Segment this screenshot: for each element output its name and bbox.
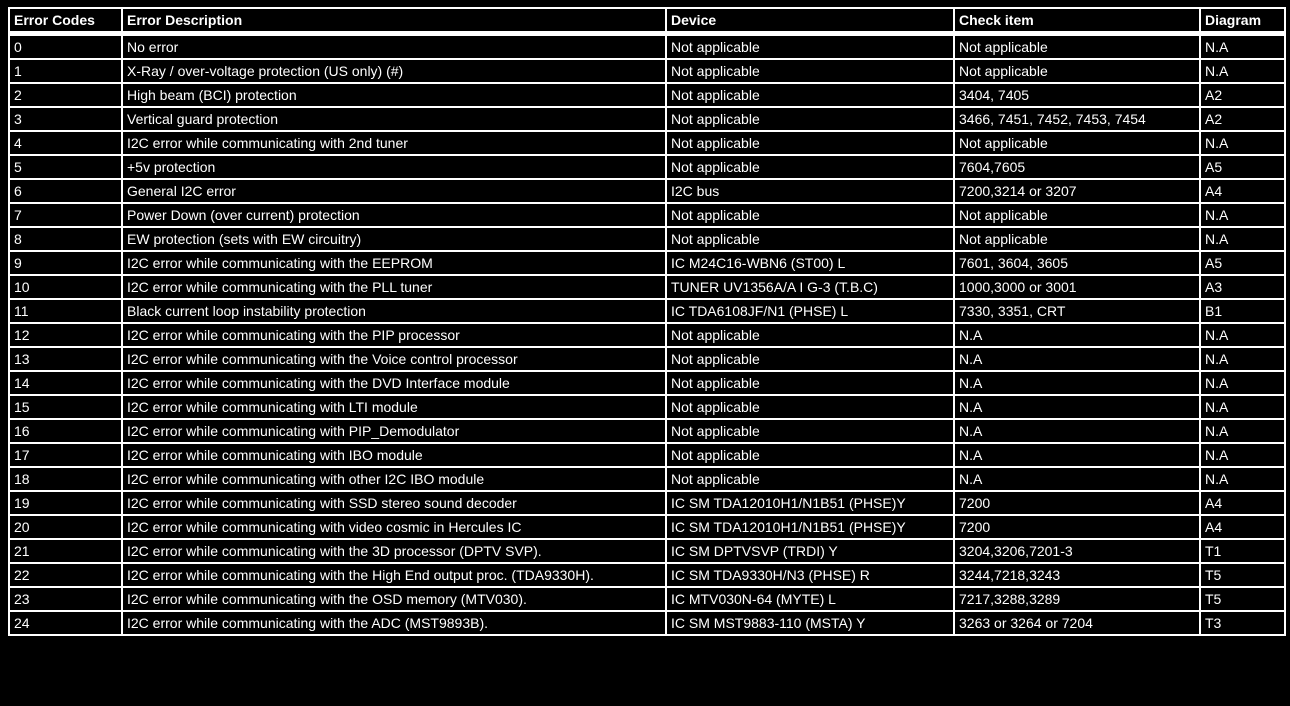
cell-error-description: Power Down (over current) protection [122,203,666,227]
cell-check-item: Not applicable [954,34,1200,60]
cell-diagram: A2 [1200,107,1285,131]
cell-device: IC SM TDA9330H/N3 (PHSE) R [666,563,954,587]
cell-error-code: 6 [9,179,122,203]
cell-error-code: 20 [9,515,122,539]
cell-check-item: 7200 [954,491,1200,515]
table-row [9,251,1285,275]
table-row [9,155,1285,179]
table-header [9,8,1285,34]
cell-error-code: 17 [9,443,122,467]
cell-error-description: I2C error while communicating with the PLL tuner [122,275,666,299]
table-row [9,395,1285,419]
cell-diagram: N.A [1200,59,1285,83]
cell-error-description: I2C error while communicating with the 3D processor (DPTV SVP). [122,539,666,563]
cell-device: Not applicable [666,155,954,179]
cell-error-code: 15 [9,395,122,419]
cell-check-item: 7330, 3351, CRT [954,299,1200,323]
cell-device: IC TDA6108JF/N1 (PHSE) L [666,299,954,323]
cell-device: Not applicable [666,371,954,395]
cell-error-description: I2C error while communicating with PIP_Demodulator [122,419,666,443]
header-row [9,8,1285,34]
cell-device: IC SM MST9883-110 (MSTA) Y [666,611,954,635]
cell-device: TUNER UV1356A/A I G-3 (T.B.C) [666,275,954,299]
cell-device: Not applicable [666,131,954,155]
cell-check-item: 3204,3206,7201-3 [954,539,1200,563]
cell-diagram: N.A [1200,203,1285,227]
cell-error-code: 0 [9,34,122,60]
table-row [9,131,1285,155]
cell-error-description: I2C error while communicating with the ADC (MST9893B). [122,611,666,635]
cell-error-code: 18 [9,467,122,491]
cell-diagram: A4 [1200,179,1285,203]
table-row [9,203,1285,227]
cell-device: IC MTV030N-64 (MYTE) L [666,587,954,611]
cell-error-code: 13 [9,347,122,371]
cell-device: IC SM TDA12010H1/N1B51 (PHSE)Y [666,515,954,539]
cell-diagram: N.A [1200,131,1285,155]
cell-device: Not applicable [666,347,954,371]
table-row [9,371,1285,395]
table-row [9,563,1285,587]
cell-error-description: General I2C error [122,179,666,203]
cell-error-code: 14 [9,371,122,395]
cell-error-description: +5v protection [122,155,666,179]
cell-diagram: N.A [1200,347,1285,371]
cell-check-item: Not applicable [954,131,1200,155]
cell-error-code: 4 [9,131,122,155]
cell-diagram: T3 [1200,611,1285,635]
cell-error-code: 16 [9,419,122,443]
cell-error-description: I2C error while communicating with the PIP processor [122,323,666,347]
cell-check-item: 7601, 3604, 3605 [954,251,1200,275]
cell-error-description: I2C error while communicating with video cosmic in Hercules IC [122,515,666,539]
cell-error-description: I2C error while communicating with SSD stereo sound decoder [122,491,666,515]
table-row [9,491,1285,515]
cell-diagram: A5 [1200,251,1285,275]
cell-error-code: 23 [9,587,122,611]
table-row [9,515,1285,539]
cell-diagram: T5 [1200,587,1285,611]
table-row [9,179,1285,203]
cell-device: IC SM TDA12010H1/N1B51 (PHSE)Y [666,491,954,515]
error-code-table [8,7,1286,636]
cell-error-description: I2C error while communicating with the High End output proc. (TDA9330H). [122,563,666,587]
table-row [9,539,1285,563]
cell-device: Not applicable [666,419,954,443]
cell-error-code: 22 [9,563,122,587]
header-device: Device [666,8,954,34]
cell-error-description: I2C error while communicating with the Voice control processor [122,347,666,371]
cell-error-description: High beam (BCI) protection [122,83,666,107]
cell-error-code: 7 [9,203,122,227]
table-row [9,587,1285,611]
cell-diagram: N.A [1200,34,1285,60]
cell-check-item: Not applicable [954,227,1200,251]
table-row [9,323,1285,347]
cell-diagram: N.A [1200,395,1285,419]
cell-error-description: I2C error while communicating with 2nd tuner [122,131,666,155]
table-row [9,59,1285,83]
cell-device: Not applicable [666,203,954,227]
cell-error-description: I2C error while communicating with LTI module [122,395,666,419]
cell-error-description: Vertical guard protection [122,107,666,131]
cell-error-code: 2 [9,83,122,107]
cell-check-item: N.A [954,395,1200,419]
cell-error-code: 1 [9,59,122,83]
cell-error-description: I2C error while communicating with other I2C IBO module [122,467,666,491]
cell-error-code: 24 [9,611,122,635]
cell-error-description: I2C error while communicating with the OSD memory (MTV030). [122,587,666,611]
cell-diagram: T1 [1200,539,1285,563]
cell-diagram: A2 [1200,83,1285,107]
table-row [9,443,1285,467]
header-error-description: Error Description [122,8,666,34]
cell-check-item: N.A [954,371,1200,395]
table-row [9,467,1285,491]
table-row [9,275,1285,299]
cell-device: Not applicable [666,107,954,131]
cell-diagram: N.A [1200,467,1285,491]
cell-check-item: Not applicable [954,59,1200,83]
header-error-codes: Error Codes [9,8,122,34]
table-row [9,419,1285,443]
cell-error-code: 9 [9,251,122,275]
table-row [9,107,1285,131]
cell-error-code: 8 [9,227,122,251]
table-body [9,34,1285,636]
table-row [9,347,1285,371]
cell-diagram: A5 [1200,155,1285,179]
cell-check-item: 3466, 7451, 7452, 7453, 7454 [954,107,1200,131]
cell-diagram: N.A [1200,443,1285,467]
cell-device: Not applicable [666,323,954,347]
cell-error-description: I2C error while communicating with the DVD Interface module [122,371,666,395]
table-row [9,83,1285,107]
cell-device: Not applicable [666,467,954,491]
cell-error-code: 12 [9,323,122,347]
cell-diagram: A4 [1200,491,1285,515]
cell-device: Not applicable [666,59,954,83]
cell-device: IC SM DPTVSVP (TRDI) Y [666,539,954,563]
header-check-item: Check item [954,8,1200,34]
cell-check-item: 7217,3288,3289 [954,587,1200,611]
cell-check-item: N.A [954,347,1200,371]
cell-check-item: 7200,3214 or 3207 [954,179,1200,203]
cell-device: Not applicable [666,395,954,419]
cell-check-item: Not applicable [954,203,1200,227]
cell-diagram: A3 [1200,275,1285,299]
cell-diagram: N.A [1200,323,1285,347]
cell-device: Not applicable [666,227,954,251]
cell-error-code: 21 [9,539,122,563]
cell-error-description: Black current loop instability protection [122,299,666,323]
cell-check-item: 3244,7218,3243 [954,563,1200,587]
cell-error-code: 3 [9,107,122,131]
cell-check-item: N.A [954,419,1200,443]
cell-error-description: I2C error while communicating with IBO module [122,443,666,467]
cell-diagram: T5 [1200,563,1285,587]
cell-error-description: No error [122,34,666,60]
cell-check-item: 3263 or 3264 or 7204 [954,611,1200,635]
cell-check-item: N.A [954,443,1200,467]
cell-diagram: N.A [1200,419,1285,443]
cell-error-code: 11 [9,299,122,323]
cell-device: I2C bus [666,179,954,203]
cell-device: Not applicable [666,34,954,60]
table-row [9,611,1285,635]
cell-diagram: N.A [1200,371,1285,395]
cell-diagram: A4 [1200,515,1285,539]
cell-check-item: 1000,3000 or 3001 [954,275,1200,299]
cell-check-item: 7604,7605 [954,155,1200,179]
cell-check-item: 7200 [954,515,1200,539]
cell-error-description: I2C error while communicating with the EEPROM [122,251,666,275]
cell-device: Not applicable [666,83,954,107]
cell-device: Not applicable [666,443,954,467]
cell-check-item: N.A [954,467,1200,491]
cell-check-item: N.A [954,323,1200,347]
table-row [9,227,1285,251]
cell-diagram: B1 [1200,299,1285,323]
header-diagram: Diagram [1200,8,1285,34]
cell-check-item: 3404, 7405 [954,83,1200,107]
table-row [9,34,1285,60]
cell-error-code: 19 [9,491,122,515]
cell-diagram: N.A [1200,227,1285,251]
table-row [9,299,1285,323]
cell-device: IC M24C16-WBN6 (ST00) L [666,251,954,275]
cell-error-code: 10 [9,275,122,299]
cell-error-description: EW protection (sets with EW circuitry) [122,227,666,251]
cell-error-description: X-Ray / over-voltage protection (US only) (#) [122,59,666,83]
cell-error-code: 5 [9,155,122,179]
